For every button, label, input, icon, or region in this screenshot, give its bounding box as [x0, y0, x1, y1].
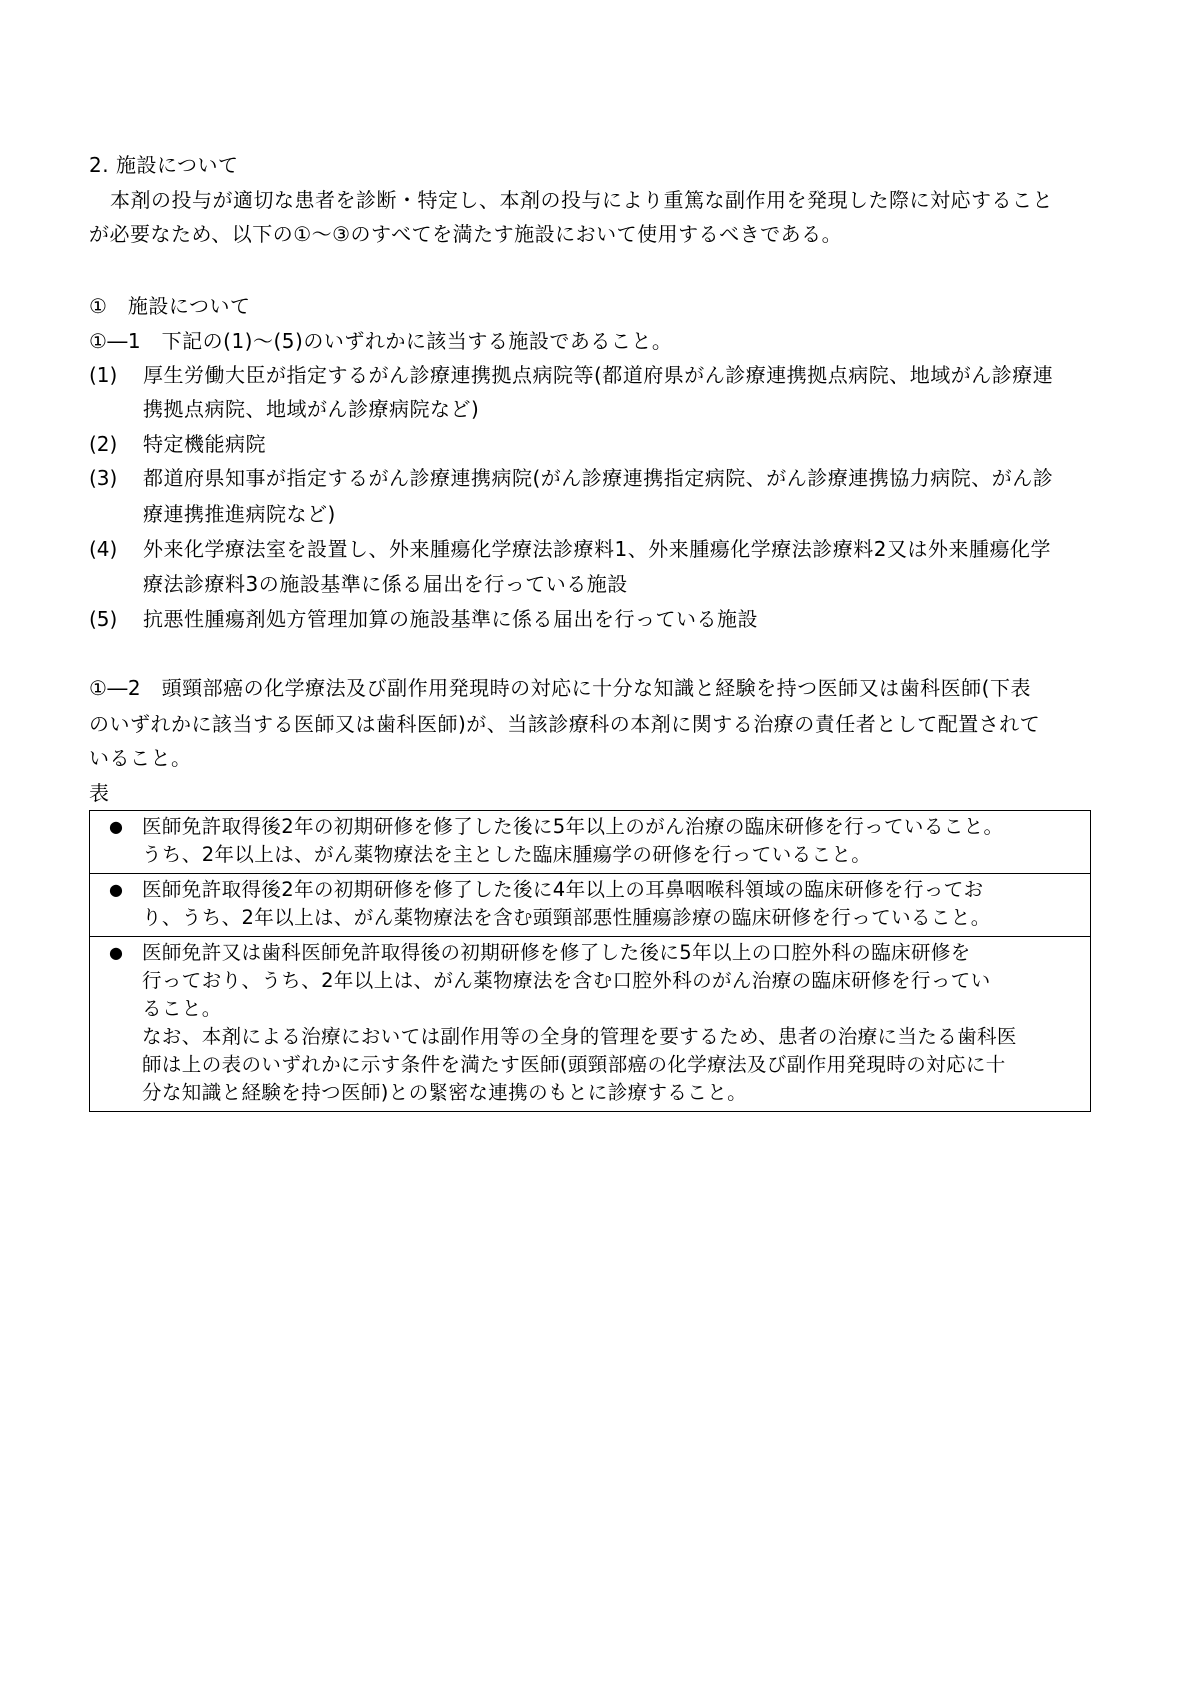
item-label: (2) — [89, 432, 118, 456]
subsection-1-2-line: ①―2 頭頸部癌の化学療法及び副作用発現時の対応に十分な知識と経験を持つ医師又は歯科医師(下表 — [89, 676, 1031, 700]
bullet-icon: ● — [90, 937, 143, 1112]
subsection-1-2-line: いること。 — [89, 746, 192, 770]
section-heading: 2. 施設について — [89, 153, 239, 177]
qualification-table — [89, 810, 1091, 1112]
subsection-heading: ① 施設について — [89, 294, 251, 318]
item-text: 都道府県知事が指定するがん診療連携病院(がん診療連携指定病院、がん診療連携協力病院、がん診 — [143, 466, 1054, 490]
item-text: 特定機能病院 — [143, 432, 266, 456]
cell-text: 医師免許取得後2年の初期研修を修了した後に5年以上のがん治療の臨床研修を行っていること。 — [142, 815, 1004, 838]
table-row — [90, 811, 1091, 874]
item-text: 外来化学療法室を設置し、外来腫瘍化学療法診療料1、外来腫瘍化学療法診療料2又は外来腫瘍化学 — [143, 537, 1051, 561]
item-text: 携拠点病院、地域がん診療病院など) — [143, 397, 480, 421]
item-label: (1) — [89, 363, 118, 387]
item-label: (5) — [89, 607, 118, 631]
cell-text: 行っており、うち、2年以上は、がん薬物療法を含む口腔外科のがん治療の臨床研修を行ってい — [142, 969, 991, 992]
item-text: 療連携推進病院など) — [143, 502, 336, 526]
table-label: 表 — [89, 781, 110, 805]
table-row — [90, 937, 1091, 1112]
cell-text: り、うち、2年以上は、がん薬物療法を含む頭頸部悪性腫瘍診療の臨床研修を行っていること。 — [142, 906, 991, 929]
intro-line: が必要なため、以下の①～③のすべてを満たす施設において使用するべきである。 — [89, 222, 843, 246]
item-text: 療法診療料3の施設基準に係る届出を行っている施設 — [143, 572, 628, 596]
cell-text: なお、本剤による治療においては副作用等の全身的管理を要するため、患者の治療に当たる歯科医 — [142, 1025, 1017, 1048]
cell-text: 医師免許又は歯科医師免許取得後の初期研修を修了した後に5年以上の口腔外科の臨床研修を — [142, 941, 971, 964]
subsection-1-1: ①―1 下記の(1)～(5)のいずれかに該当する施設であること。 — [89, 329, 673, 353]
cell-text: うち、2年以上は、がん薬物療法を主とした臨床腫瘍学の研修を行っていること。 — [142, 843, 872, 866]
cell-text: ること。 — [142, 997, 222, 1020]
intro-line: 本剤の投与が適切な患者を診断・特定し、本剤の投与により重篤な副作用を発現した際に対応すること — [110, 188, 1053, 212]
cell-text: 医師免許取得後2年の初期研修を修了した後に4年以上の耳鼻咽喉科領域の臨床研修を行ってお — [142, 878, 984, 901]
item-label: (3) — [89, 466, 118, 490]
table-row — [90, 874, 1091, 937]
bullet-icon: ● — [90, 874, 143, 937]
subsection-1-2-line: のいずれかに該当する医師又は歯科医師)が、当該診療科の本剤に関する治療の責任者として配置されて — [89, 712, 1041, 736]
item-label: (4) — [89, 537, 118, 561]
item-text: 抗悪性腫瘍剤処方管理加算の施設基準に係る届出を行っている施設 — [143, 607, 758, 631]
cell-text: 師は上の表のいずれかに示す条件を満たす医師(頭頸部癌の化学療法及び副作用発現時の対応に十 — [142, 1053, 1006, 1076]
cell-text: 分な知識と経験を持つ医師)との緊密な連携のもとに診療すること。 — [142, 1081, 748, 1104]
item-text: 厚生労働大臣が指定するがん診療連携拠点病院等(都道府県がん診療連携拠点病院、地域がん診療連 — [143, 363, 1054, 387]
bullet-icon: ● — [90, 811, 143, 874]
